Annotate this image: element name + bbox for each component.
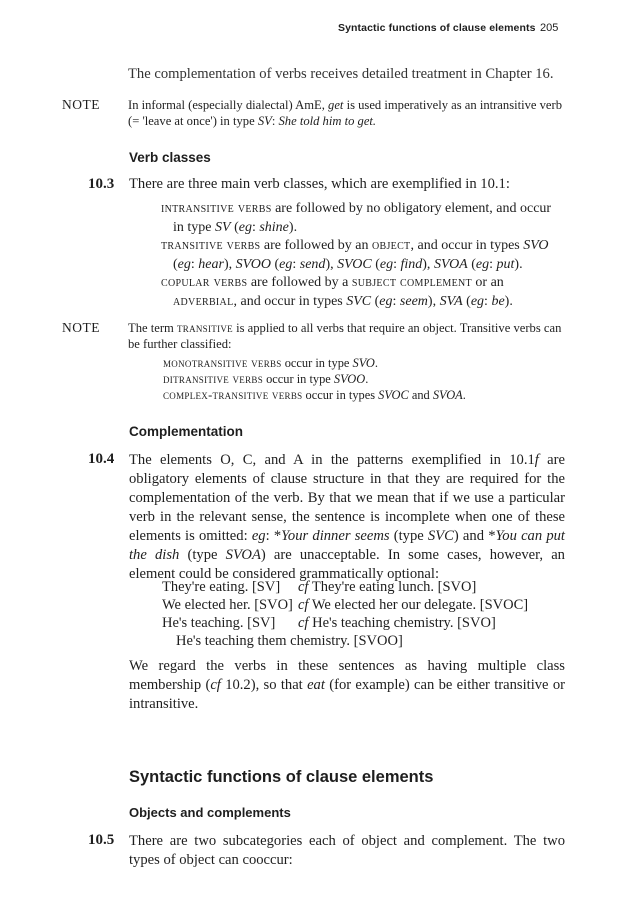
note-label: NOTE — [62, 320, 100, 335]
paragraph: The elements O, C, and A in the patterns exemplified in 10.1f are obligatory elements of clause structure in that they are required for the complementation of the verb. By that we mean that if we use a particular verb in the relevant sense, the sentence is incomplete when one of these elements is omitted: eg: *Your dinner seems (type SVC) and *You can put the dish (type SVOA) are unacceptable. In some cases, however, an element could be considered grammatically optional: — [129, 452, 565, 582]
verb-class-list — [161, 200, 561, 311]
example-left: We elected her. [SVO] — [162, 597, 293, 613]
section-number: 10.5 — [88, 832, 115, 848]
example-row: He's teaching them chemistry. [SVOO] — [176, 633, 403, 649]
example-row: They're eating. [SV] cf They're eating lunch. [SVO] — [162, 579, 477, 595]
section-heading-objects: Objects and complements — [129, 805, 291, 820]
paragraph: There are two subcategories each of object and complement. The two types of object can cooccur: — [129, 833, 565, 868]
intro-line: The complementation of verbs receives detailed treatment in Chapter 16. — [128, 66, 554, 82]
main-heading: Syntactic functions of clause elements — [129, 768, 434, 786]
list-item: intransitive verbs are followed by no obligatory element, and occur in type SV (eg: shine). — [161, 201, 552, 235]
section-heading-verb-classes: Verb classes — [129, 150, 211, 165]
list-item: copular verbs are followed by a subject complement or an adverbial, and occur in types SVC (eg: seem), SVA (eg: be). — [161, 275, 513, 309]
running-head — [338, 22, 536, 34]
paragraph: There are three main verb classes, which are exemplified in 10.1: — [129, 176, 510, 192]
list-item: monotransitive verbs occur in type SVO. — [163, 356, 378, 370]
list-item: transitive verbs are followed by an object, and occur in types SVO (eg: hear), SVOO (eg: send), SVOC (eg: find), SVOA (eg: put). — [161, 238, 549, 272]
transitive-subclass-list — [163, 355, 563, 403]
list-item: complex-transitive verbs occur in types SVOC and SVOA. — [163, 388, 466, 402]
example-row: He's teaching. [SV] cf He's teaching chemistry. [SVO] — [162, 615, 496, 631]
running-head-title: Syntactic functions of clause elements — [338, 22, 536, 34]
section-heading-complementation: Complementation — [129, 424, 244, 439]
example-left: He's teaching. [SV] — [162, 615, 276, 631]
note-text: The term transitive is applied to all verbs that require an object. Transitive verbs can be further classified: — [128, 321, 562, 351]
note-text: In informal (especially dialectal) AmE, get is used imperatively as an intransitive verb (= 'leave at once') in type SV: She told him to get. — [128, 98, 563, 128]
page-number: 205 — [540, 22, 559, 34]
section-number: 10.4 — [88, 451, 115, 467]
section-number: 10.3 — [88, 176, 115, 192]
example-left: They're eating. [SV] — [162, 579, 281, 595]
paragraph: We regard the verbs in these sentences as having multiple class membership (cf 10.2), so that eat (for example) can be either transitive or intransitive. — [129, 658, 565, 712]
note-label: NOTE — [62, 97, 100, 112]
example-row: We elected her. [SVO] cf We elected her our delegate. [SVOC] — [162, 597, 529, 613]
list-item: ditransitive verbs occur in type SVOO. — [163, 372, 369, 386]
